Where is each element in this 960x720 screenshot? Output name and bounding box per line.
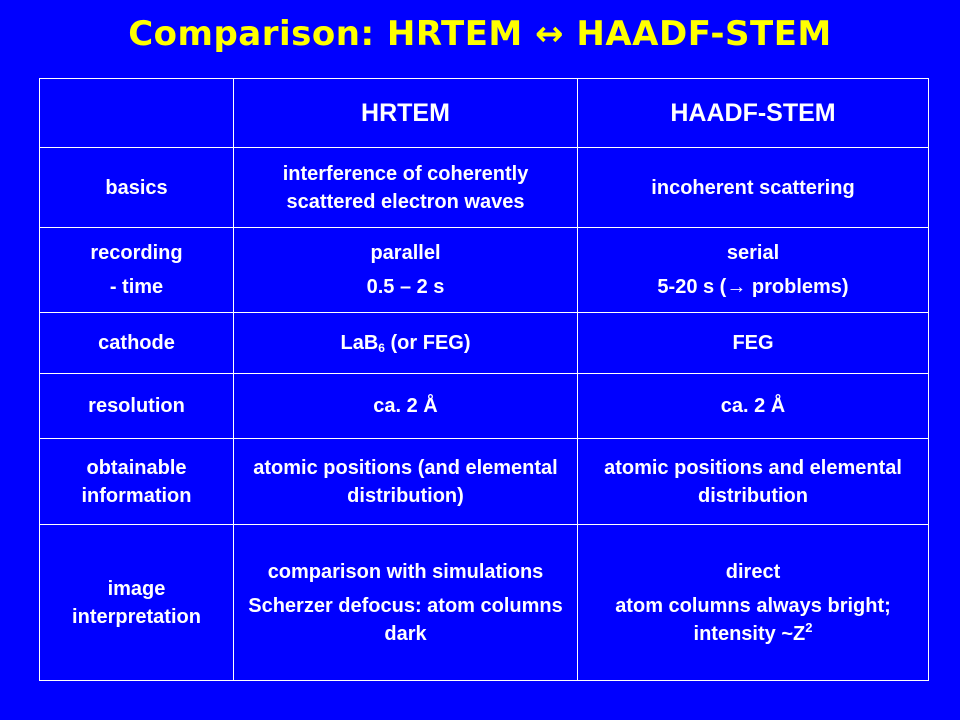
header-hrtem: HRTEM (234, 79, 578, 148)
row-label-resolution: resolution (40, 374, 234, 439)
recording-stem-mode: serial (726, 242, 780, 264)
cell-basics-stem: incoherent scattering (578, 148, 929, 228)
table-row-interpretation (40, 525, 929, 681)
row-label-cathode: cathode (40, 313, 234, 374)
interpretation-stem-method: direct (725, 560, 781, 583)
recording-hrtem-time: 0.5 – 2 s (366, 276, 445, 298)
table-row-recording (40, 228, 929, 313)
table-header-row (40, 79, 929, 148)
interpretation-hrtem-method: comparison with simulations (267, 560, 544, 583)
slide-title: Comparison: HRTEM ↔ HAADF-STEM (128, 14, 832, 54)
time-label: - time (109, 276, 164, 298)
table-row-basics (40, 148, 929, 228)
recording-stem-time: 5-20 s (→ problems) (657, 276, 849, 298)
corner-cell (40, 79, 234, 148)
cell-interpretation-hrtem (234, 525, 578, 681)
interpretation-stem-note-text: atom columns always bright; intensity ~Z (615, 594, 891, 645)
row-label-information: obtainable information (40, 439, 234, 525)
interpretation-hrtem-note: Scherzer defocus: atom columns dark (248, 594, 563, 645)
recording-label: recording (90, 242, 183, 264)
cell-basics-hrtem: interference of coherently scattered electron waves (234, 148, 578, 228)
recording-hrtem-mode: parallel (370, 242, 441, 264)
cell-recording-hrtem (234, 228, 578, 313)
table-row-resolution (40, 374, 929, 439)
cell-interpretation-stem (578, 525, 929, 681)
interpretation-stem-superscript: 2 (805, 619, 813, 635)
header-haadf-stem: HAADF-STEM (578, 79, 929, 148)
row-label-recording (40, 228, 234, 313)
comparison-table (39, 78, 929, 681)
cell-cathode-stem: FEG (578, 313, 929, 374)
cathode-hrtem-rest: (or FEG) (384, 332, 471, 354)
interpretation-stem-note (584, 592, 922, 648)
cell-resolution-hrtem: ca. 2 Å (234, 374, 578, 439)
cell-recording-stem (578, 228, 929, 313)
cathode-hrtem-subscript: 6 (378, 341, 385, 355)
cell-cathode-hrtem (234, 313, 578, 374)
cathode-hrtem-base: LaB (340, 332, 379, 354)
cell-information-stem: atomic positions and elemental distribution (578, 439, 929, 525)
cell-information-hrtem: atomic positions (and elemental distribution) (234, 439, 578, 525)
table-row-cathode (40, 313, 929, 374)
row-label-interpretation: image interpretation (40, 525, 234, 681)
cell-resolution-stem: ca. 2 Å (578, 374, 929, 439)
table-row-information (40, 439, 929, 525)
row-label-basics: basics (40, 148, 234, 228)
